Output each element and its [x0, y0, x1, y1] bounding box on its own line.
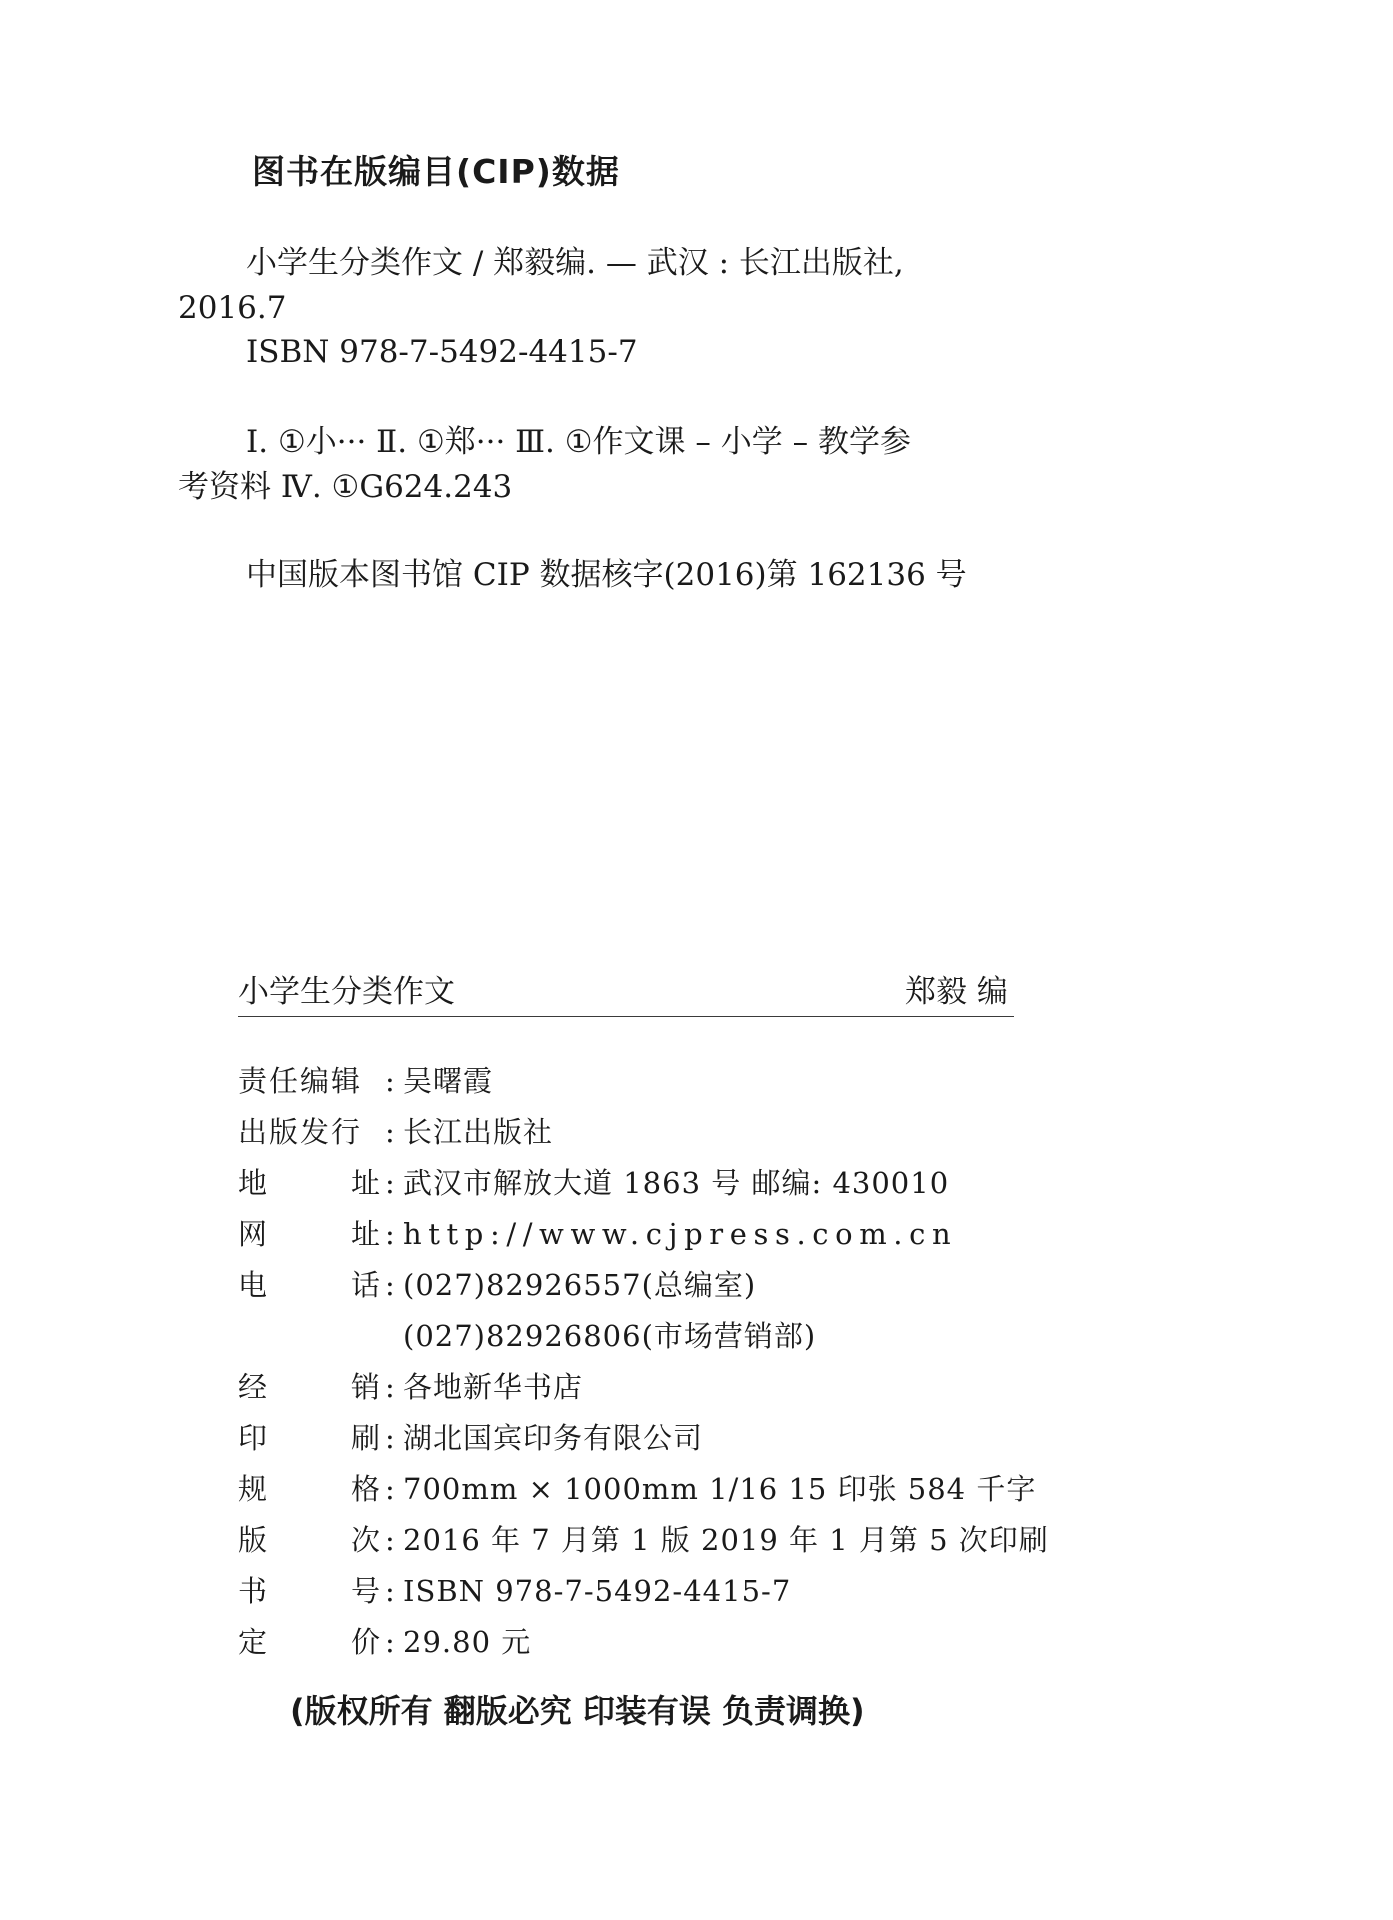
colophon-row-separator: :: [385, 1115, 395, 1149]
book-editor: 郑毅 编: [905, 974, 1008, 1010]
cip-classification-line-cont: 考资料 Ⅳ. ①G624.243: [178, 469, 513, 505]
book-title: 小学生分类作文: [238, 974, 455, 1010]
colophon-label-char: 销: [350, 1370, 382, 1404]
colophon-row-value: 各地新华书店: [403, 1370, 584, 1404]
colophon-row-separator: :: [385, 1064, 395, 1098]
colophon-row-label: [238, 1622, 382, 1662]
colophon-row-label: [238, 1163, 382, 1203]
colophon-row-value: 长江出版社: [403, 1115, 554, 1149]
cip-title-line: 小学生分类作文 / 郑毅编. — 武汉 : 长江出版社,: [246, 245, 904, 281]
colophon-row-separator: :: [385, 1574, 395, 1608]
cip-heading: 图书在版编目(CIP)数据: [252, 152, 620, 191]
colophon-label-char: 价: [350, 1625, 382, 1659]
colophon-row-label: [238, 1265, 382, 1305]
colophon-label-char: 电: [238, 1268, 270, 1302]
colophon-row-value: 700mm × 1000mm 1/16 15 印张 584 千字: [403, 1472, 1037, 1506]
colophon-row-separator: :: [385, 1217, 395, 1251]
colophon-row-separator: :: [385, 1472, 395, 1506]
colophon-row-label: [238, 1469, 382, 1509]
colophon-row-value: 武汉市解放大道 1863 号 邮编: 430010: [403, 1166, 950, 1200]
colophon-row-value: (027)82926557(总编室): [403, 1268, 757, 1302]
colophon-label-char: 经: [238, 1370, 270, 1404]
colophon-row-value: 29.80 元: [403, 1625, 532, 1659]
copyright-notice: (版权所有 翻版必究 印装有误 负责调换): [290, 1692, 865, 1730]
colophon-label-char: 规: [238, 1472, 270, 1506]
colophon-row-label: [238, 1571, 382, 1611]
colophon-label-char: 地: [238, 1166, 270, 1200]
colophon-row-label: [238, 1520, 382, 1560]
colophon-row-value: 吴曙霞: [403, 1064, 494, 1098]
colophon-row-separator: :: [385, 1421, 395, 1455]
colophon-row-separator: :: [385, 1625, 395, 1659]
colophon-label-char: 话: [350, 1268, 382, 1302]
colophon-row-value: ISBN 978-7-5492-4415-7: [403, 1574, 792, 1608]
cip-approval-line: 中国版本图书馆 CIP 数据核字(2016)第 162136 号: [246, 557, 967, 593]
title-divider: [238, 1016, 1014, 1017]
colophon-label-char: 定: [238, 1625, 270, 1659]
colophon-row-label: [238, 1418, 382, 1458]
colophon-row-value: 湖北国宾印务有限公司: [403, 1421, 704, 1455]
colophon-label-char: 格: [350, 1472, 382, 1506]
colophon-row-label: [238, 1367, 382, 1407]
colophon-label-char: 版: [238, 1523, 270, 1557]
colophon-row-label: [238, 1214, 382, 1254]
colophon-label-char: 印: [238, 1421, 270, 1455]
colophon-row-value: (027)82926806(市场营销部): [403, 1319, 817, 1353]
colophon-label-char: 刷: [350, 1421, 382, 1455]
cip-date-line: 2016.7: [178, 290, 287, 326]
colophon-row-label: 出版发行: [238, 1115, 363, 1149]
colophon-row-value: http://www.cjpress.com.cn: [403, 1217, 958, 1251]
colophon-row-separator: :: [385, 1370, 395, 1404]
colophon-label-char: 次: [350, 1523, 382, 1557]
cip-isbn-line: ISBN 978-7-5492-4415-7: [246, 334, 638, 370]
colophon-row-separator: :: [385, 1166, 395, 1200]
colophon-label-char: 书: [238, 1574, 270, 1608]
colophon-row-label: 责任编辑: [238, 1064, 363, 1098]
colophon-row-value: 2016 年 7 月第 1 版 2019 年 1 月第 5 次印刷: [403, 1523, 1049, 1557]
colophon-label-char: 址: [350, 1166, 382, 1200]
colophon-label-char: 网: [238, 1217, 270, 1251]
colophon-label-char: 号: [350, 1574, 382, 1608]
colophon-label-char: 址: [350, 1217, 382, 1251]
colophon-row-separator: :: [385, 1523, 395, 1557]
cip-classification-line: Ⅰ. ①小··· Ⅱ. ①郑··· Ⅲ. ①作文课 – 小学 – 教学参: [246, 424, 911, 460]
colophon-row-separator: :: [385, 1268, 395, 1302]
